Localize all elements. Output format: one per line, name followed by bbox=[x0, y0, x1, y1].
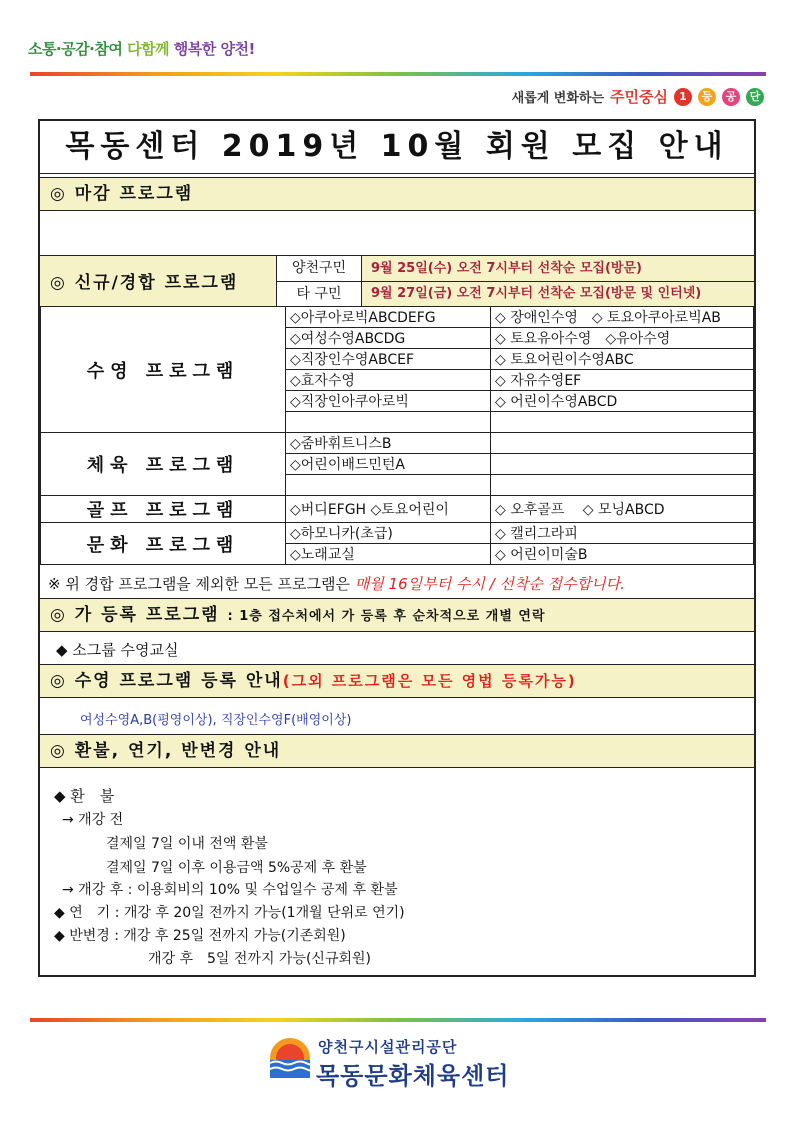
slogan bbox=[28, 38, 255, 59]
closed-programs-header bbox=[40, 177, 754, 211]
fitness-left-2: ◇어린이배드민턴A bbox=[286, 454, 491, 475]
fitness-right-2 bbox=[491, 454, 754, 475]
swim-registration-detail: 여성수영A,B(평영이상), 직장인수영F(배영이상) bbox=[80, 713, 352, 728]
table-row bbox=[41, 307, 754, 328]
swim-registration-header bbox=[40, 664, 754, 698]
swim-registration-note: (그외 프로그램은 모든 영법 등록가능) bbox=[282, 672, 577, 690]
footer-center-name: 목동문화체육센터 bbox=[316, 1062, 510, 1090]
culture-category: 문화 프로그램 bbox=[41, 523, 286, 565]
notice-frame bbox=[38, 119, 756, 977]
fitness-left-1: ◇줌바휘트니스B bbox=[286, 433, 491, 454]
swim-left-3: ◇직장인수영ABCEF bbox=[286, 349, 491, 370]
refund-line-1: ◆ 환 불 bbox=[54, 787, 115, 805]
fitness-right-1 bbox=[491, 433, 754, 454]
notice-line bbox=[48, 573, 625, 594]
closed-programs-body bbox=[40, 211, 754, 255]
program-table bbox=[40, 306, 754, 565]
refund-heading: ◎ 환불, 연기, 반변경 안내 bbox=[50, 741, 282, 761]
top-rainbow-divider bbox=[30, 72, 766, 76]
provisional-detail: : 1층 접수처에서 가 등록 후 순차적으로 개별 연락 bbox=[227, 609, 546, 624]
swim-right-1: ◇ 장애인수영 ◇ 토요아쿠아로빅AB bbox=[491, 307, 754, 328]
refund-line-5: → 개강 후 : 이용회비의 10% 및 수업일수 공제 후 환불 bbox=[62, 882, 398, 898]
swim-left-2: ◇여성수영ABCDG bbox=[286, 328, 491, 349]
swim-right-2: ◇ 토요유아수영 ◇유아수영 bbox=[491, 328, 754, 349]
provisional-programs-header bbox=[40, 598, 754, 632]
notice-prefix: ※ 위 경합 프로그램을 제외한 모든 프로그램은 bbox=[48, 575, 350, 593]
swim-right-5: ◇ 어린이수영ABCD bbox=[491, 391, 754, 412]
refund-line-6: ◆ 연 기 : 개강 후 20일 전까지 가능(1개월 단위로 연기) bbox=[54, 905, 405, 921]
resident-labels bbox=[276, 256, 362, 306]
slogan-part-1: 소통·공감·참여 bbox=[28, 40, 123, 58]
swim-left-6 bbox=[286, 412, 491, 433]
culture-left-2: ◇노래교실 bbox=[286, 544, 491, 565]
footer-logo bbox=[268, 1036, 312, 1080]
swim-right-4: ◇ 자유수영EF bbox=[491, 370, 754, 391]
sun-wave-icon bbox=[268, 1036, 312, 1080]
refund-line-7: ◆ 반변경 : 개강 후 25일 전까지 가능(기존회원) bbox=[54, 928, 346, 944]
swim-registration-heading bbox=[50, 665, 577, 697]
provisional-item: ◆ 소그룹 수영교실 bbox=[56, 641, 179, 659]
swim-category: 수영 프로그램 bbox=[41, 307, 286, 433]
fitness-left-3 bbox=[286, 475, 491, 496]
closed-programs-heading: ◎ 마감 프로그램 bbox=[50, 184, 194, 204]
swim-right-3: ◇ 토요어린이수영ABC bbox=[491, 349, 754, 370]
table-row bbox=[41, 523, 754, 544]
tagline-badge-3: 공 bbox=[722, 88, 740, 106]
new-programs-header bbox=[40, 255, 754, 307]
refund-line-4: 결제일 7일 이후 이용금액 5%공제 후 환불 bbox=[106, 860, 367, 876]
refund-line-2: → 개강 전 bbox=[62, 812, 124, 828]
table-row bbox=[41, 433, 754, 454]
golf-right: ◇ 오후골프 ◇ 모닝ABCD bbox=[491, 496, 754, 523]
provisional-programs-heading bbox=[50, 599, 546, 633]
footer-org: 양천구시설관리공단 bbox=[318, 1038, 458, 1056]
slogan-part-2: 다함께 bbox=[127, 40, 170, 58]
culture-right-2: ◇ 어린이미술B bbox=[491, 544, 754, 565]
swim-registration-heading-text: ◎ 수영 프로그램 등록 안내 bbox=[50, 671, 283, 691]
nonresident-schedule-text: 9월 27일(금) 오전 7시부터 선착순 모집(방문 및 인터넷) bbox=[371, 286, 702, 301]
page-title: 목동센터 2019년 10월 회원 모집 안내 bbox=[40, 121, 754, 174]
resident-schedule bbox=[361, 256, 754, 306]
tagline-badge-2: 등 bbox=[698, 88, 716, 106]
swim-right-6 bbox=[491, 412, 754, 433]
resident-label: 양천구민 bbox=[277, 256, 361, 282]
tagline-prefix: 새롭게 변화하는 bbox=[511, 91, 605, 106]
tagline-badge-4: 단 bbox=[746, 88, 764, 106]
tagline-accent: 주민중심 bbox=[610, 88, 668, 106]
slogan-part-3: 행복한 양천! bbox=[173, 40, 255, 58]
swim-left-5: ◇직장인아쿠아로빅 bbox=[286, 391, 491, 412]
resident-schedule-text: 9월 25일(수) 오전 7시부터 선착순 모집(방문) bbox=[361, 256, 754, 282]
tagline bbox=[512, 86, 764, 107]
fitness-category: 체육 프로그램 bbox=[41, 433, 286, 496]
provisional-heading-text: ◎ 가 등록 프로그램 bbox=[50, 605, 220, 625]
table-row bbox=[41, 496, 754, 523]
notice-highlight: 매월 16일부터 수시 / 선착순 접수합니다. bbox=[354, 575, 625, 593]
nonresident-label: 타 구민 bbox=[296, 286, 342, 302]
swim-left-4: ◇효자수영 bbox=[286, 370, 491, 391]
culture-left-1: ◇하모니카(초급) bbox=[286, 523, 491, 544]
refund-header bbox=[40, 734, 754, 768]
swim-left-1: ◇아쿠아로빅ABCDEFG bbox=[286, 307, 491, 328]
fitness-right-3 bbox=[491, 475, 754, 496]
refund-line-8: 개강 후 5일 전까지 가능(신규회원) bbox=[148, 951, 371, 967]
culture-right-1: ◇ 캘리그라피 bbox=[491, 523, 754, 544]
new-programs-heading: ◎ 신규/경합 프로그램 bbox=[50, 273, 239, 293]
bottom-rainbow-divider bbox=[30, 1018, 766, 1022]
refund-line-3: 결제일 7일 이내 전액 환불 bbox=[106, 836, 268, 852]
tagline-badge-1: 1 bbox=[674, 88, 692, 106]
golf-category: 골프 프로그램 bbox=[41, 496, 286, 523]
golf-left: ◇버디EFGH ◇토요어린이 bbox=[286, 496, 491, 523]
